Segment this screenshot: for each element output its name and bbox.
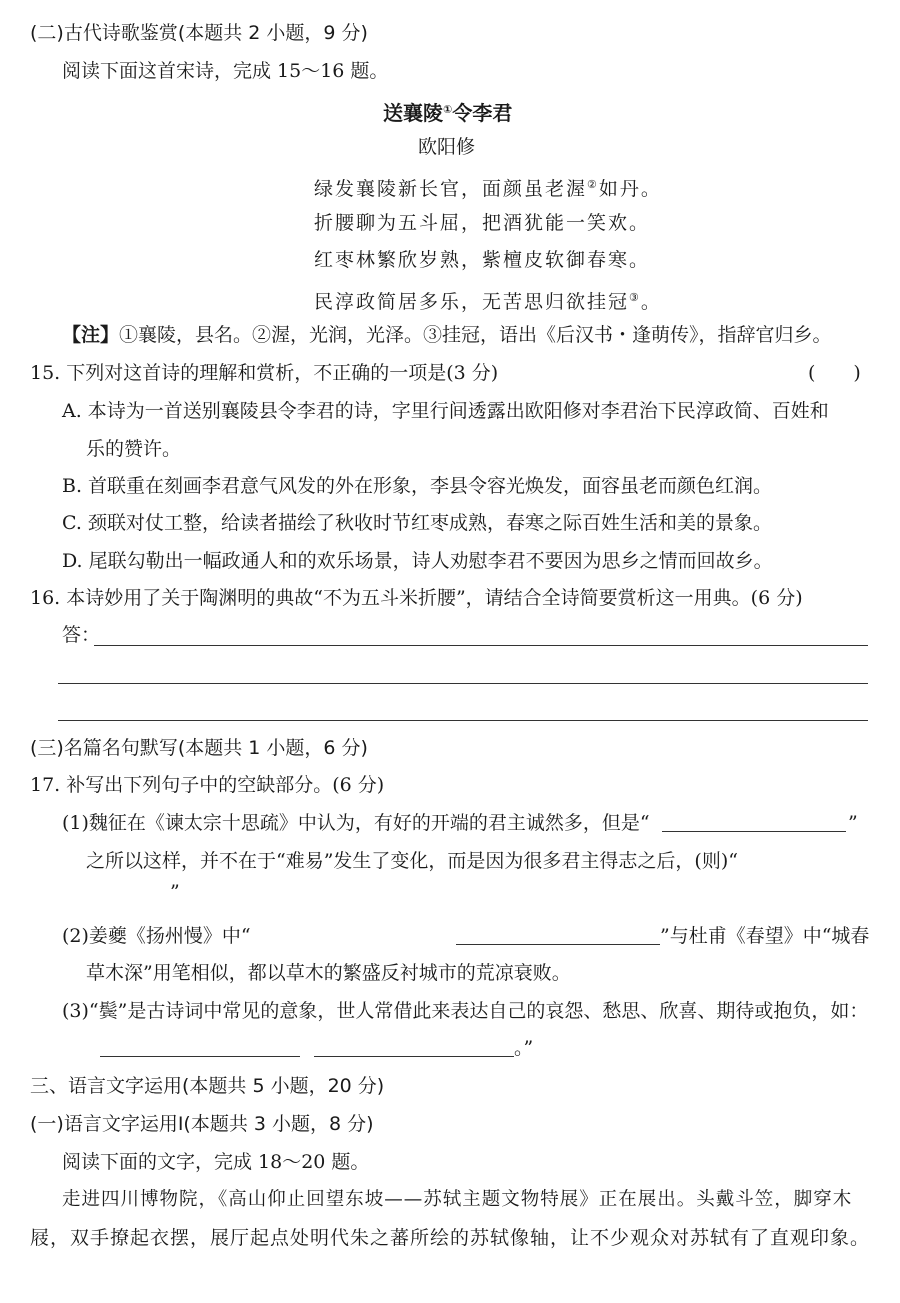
q17-3-line1: (3)“鬓”是古诗词中常见的意象，世人常借此来表达自己的哀怨、愁思、欣喜、期待或抱负，如： — [62, 1000, 869, 1022]
q17-2-line1a: (2)姜夔《扬州慢》中“ — [62, 925, 251, 947]
poem-line-3: 红枣林繁欣岁熟，紫檀皮软御春寒。 — [314, 249, 651, 271]
q15-option-c: C. 颈联对仗工整，给读者描绘了秋收时节红枣成熟，春寒之际百姓生活和美的景象。 — [62, 512, 772, 534]
q17-1-line3: ” — [170, 881, 180, 903]
q15-option-a-line2: 乐的赞许。 — [86, 438, 182, 460]
section3-heading: (三)名篇名句默写(本题共 1 小题，6 分) — [30, 737, 368, 759]
section2-heading: (二)古代诗歌鉴赏(本题共 2 小题，9 分) — [30, 22, 368, 44]
q17-2-line2: 草木深”用笔相似，都以草木的繁盛反衬城市的荒凉衰败。 — [86, 962, 571, 984]
passage-line-1: 走进四川博物院，《高山仰止回望东坡——苏轼主题文物特展》正在展出。头戴斗笠，脚穿木 — [62, 1189, 853, 1210]
q17-3-line2-end: 。” — [514, 1037, 534, 1059]
poem-notes: 【注】①襄陵，县名。②渥，光润，光泽。③挂冠，语出《后汉书・逢萌传》，指辞官归乡。 — [62, 324, 832, 346]
q17-2-blank[interactable] — [456, 944, 660, 945]
q17-3-blank-1[interactable] — [100, 1056, 300, 1057]
q17-1-line1: (1)魏征在《谏太宗十思疏》中认为，有好的开端的君主诚然多，但是“ — [62, 812, 650, 834]
poem-line-1: 绿发襄陵新长官，面颜虽老渥②如丹。 — [314, 178, 662, 200]
q15-stem: 15. 下列对这首诗的理解和赏析，不正确的一项是(3 分) — [30, 362, 499, 384]
q16-answer-line-3[interactable] — [58, 720, 868, 721]
poem-title: 送襄陵①令李君 — [383, 101, 513, 125]
section2-intro: 阅读下面这首宋诗，完成 15～16 题。 — [62, 60, 389, 82]
poem-author: 欧阳修 — [418, 136, 476, 158]
q17-stem: 17. 补写出下列句子中的空缺部分。(6 分) — [30, 774, 385, 796]
q17-2-line1b: ”与杜甫《春望》中“城春 — [660, 925, 870, 947]
q16-answer-label: 答： — [62, 624, 101, 646]
q17-1-blank-1[interactable] — [662, 831, 846, 832]
q16-answer-line-2[interactable] — [58, 683, 868, 684]
q16-stem: 16. 本诗妙用了关于陶渊明的典故“不为五斗米折腰”，请结合全诗简要赏析这一用典。(6 分) — [30, 587, 803, 609]
q15-option-a-line1: A. 本诗为一首送别襄陵县令李君的诗，字里行间透露出欧阳修对李君治下民淳政简、百姓和 — [62, 400, 829, 422]
q16-answer-line-1[interactable] — [94, 645, 868, 646]
title-note-mark: ① — [443, 103, 453, 116]
q15-option-d: D. 尾联勾勒出一幅政通人和的欢乐场景，诗人劝慰李君不要因为思乡之情而回故乡。 — [62, 550, 773, 572]
q15-answer-paren[interactable]: ( ) — [808, 362, 861, 384]
poem-line-2: 折腰聊为五斗屈，把酒犹能一笑欢。 — [314, 212, 651, 234]
q15-option-b: B. 首联重在刻画李君意气风发的外在形象，李县令容光焕发，面容虽老而颜色红润。 — [62, 475, 773, 497]
q17-1-line1-end: ” — [848, 812, 858, 834]
q17-3-blank-2[interactable] — [314, 1056, 514, 1057]
sub1-heading: (一)语言文字运用Ⅰ(本题共 3 小题，8 分) — [30, 1113, 374, 1135]
part3-heading: 三、语言文字运用(本题共 5 小题，20 分) — [30, 1075, 385, 1097]
q17-1-line2: 之所以这样，并不在于“难易”发生了变化，而是因为很多君主得志之后，(则)“ — [86, 850, 738, 872]
passage-line-2: 屐，双手撩起衣摆，展厅起点处明代朱之蕃所绘的苏轼像轴，让不少观众对苏轼有了直观印象。 — [30, 1227, 871, 1249]
poem-line-4: 民淳政简居多乐，无苦思归欲挂冠③。 — [314, 291, 662, 313]
sub1-intro: 阅读下面的文字，完成 18～20 题。 — [62, 1151, 370, 1173]
